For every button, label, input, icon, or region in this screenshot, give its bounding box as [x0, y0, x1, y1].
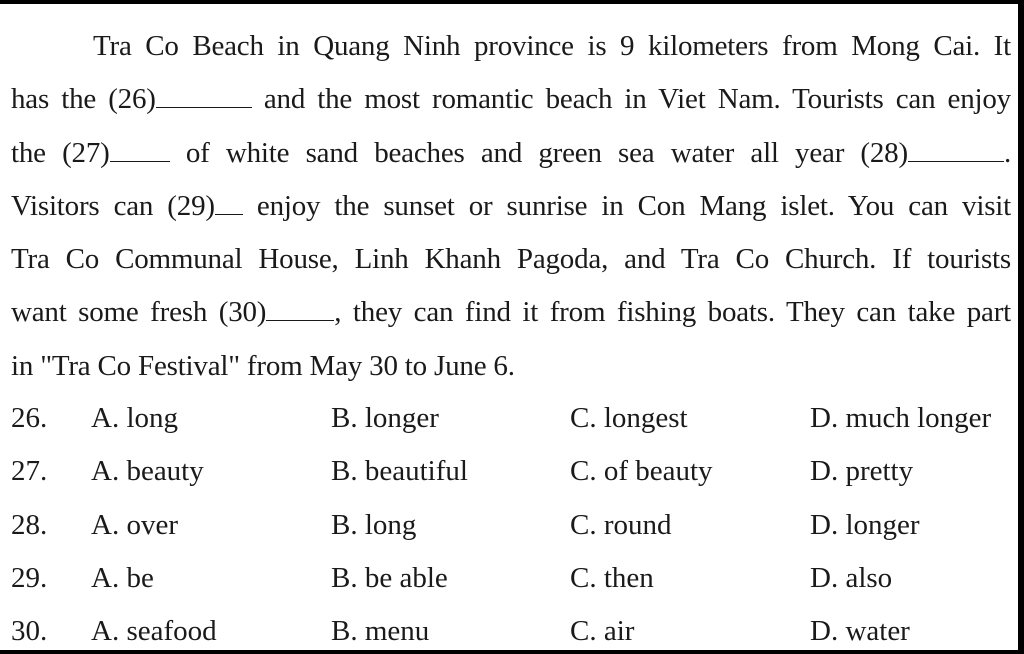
- passage-line-4: [11, 180, 1011, 233]
- passage-text: Visitors can (29): [11, 189, 215, 222]
- option-b: B. beautiful: [331, 455, 468, 488]
- question-number: 29.: [11, 561, 48, 594]
- passage-text: want some fresh (30): [11, 296, 267, 329]
- question-row-26: [11, 392, 1016, 445]
- option-b: B. long: [331, 508, 417, 541]
- option-a: A. seafood: [91, 615, 217, 648]
- option-c: C. then: [570, 561, 654, 594]
- passage-text: the (27): [11, 136, 110, 169]
- option-c: C. air: [570, 615, 635, 648]
- option-d: D. longer: [810, 508, 920, 541]
- option-d: D. also: [810, 561, 893, 594]
- option-a: A. beauty: [91, 455, 204, 488]
- blank-28: [908, 139, 1004, 162]
- passage-text: in "Tra Co Festival" from May 30 to June 6.: [11, 349, 515, 382]
- passage-text: of white sand beaches and green sea water all year (28): [169, 136, 908, 169]
- option-c: C. of beauty: [570, 455, 713, 488]
- option-a: A. be: [91, 561, 154, 594]
- question-number: 28.: [11, 508, 48, 541]
- passage-line-6: [11, 286, 1011, 339]
- passage-line-5: [11, 233, 1011, 286]
- question-number: 30.: [11, 615, 48, 648]
- question-number: 27.: [11, 455, 48, 488]
- question-number: 26.: [11, 402, 48, 434]
- question-row-30: [11, 605, 1016, 650]
- passage-line-2: [11, 73, 1011, 126]
- passage-line-1: [11, 20, 1011, 73]
- bottom-border: [0, 650, 1024, 654]
- blank-30: [266, 298, 334, 321]
- question-row-27: [11, 445, 1016, 498]
- reading-passage: [11, 20, 1011, 393]
- option-d: D. much longer: [810, 402, 992, 434]
- option-d: D. water: [810, 615, 910, 648]
- option-a: A. long: [91, 402, 178, 434]
- passage-text: has the (26): [11, 83, 156, 116]
- passage-text: enjoy the sunset or sunrise in Con Mang islet. You can visit: [242, 189, 1011, 222]
- passage-line-3: [11, 127, 1011, 180]
- passage-text: and the most romantic beach in Viet Nam. Tourists can enjoy: [251, 83, 1011, 116]
- worksheet-page: [0, 4, 1018, 650]
- answer-options: [11, 392, 1016, 650]
- option-c: C. longest: [570, 402, 688, 434]
- blank-27: [110, 139, 170, 162]
- passage-text: Tra Co Communal House, Linh Khanh Pagoda, and Tra Co Church. If tourists: [11, 243, 1011, 276]
- option-a: A. over: [91, 508, 178, 541]
- option-b: B. menu: [331, 615, 430, 648]
- question-row-29: [11, 552, 1016, 605]
- passage-text: , they can find it from fishing boats. They can take part: [334, 296, 1012, 329]
- passage-text: Tra Co Beach in Quang Ninh province is 9 kilometers from Mong Cai. It: [93, 30, 1011, 62]
- option-b: B. be able: [331, 561, 448, 594]
- option-d: D. pretty: [810, 455, 914, 488]
- option-b: B. longer: [331, 402, 439, 434]
- passage-text: .: [1003, 136, 1011, 169]
- option-c: C. round: [570, 508, 672, 541]
- blank-26: [156, 85, 252, 108]
- blank-29: [215, 192, 243, 215]
- passage-line-7: [11, 340, 1011, 393]
- question-row-28: [11, 499, 1016, 552]
